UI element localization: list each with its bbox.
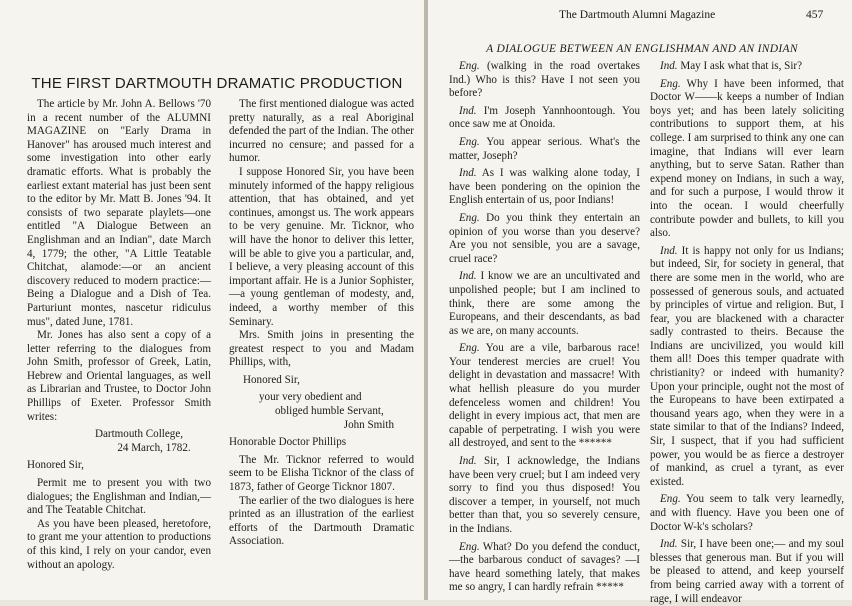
letter-closing: your very obedient and xyxy=(259,391,362,404)
dialogue-text: May I ask what that is, Sir? xyxy=(677,60,803,72)
speaker-label: Eng. xyxy=(459,540,480,553)
letter-closing: Honored Sir, xyxy=(243,373,300,386)
dialogue-line xyxy=(449,212,640,266)
paragraph: I suppose Honored Sir, you have been minutely informed of the happy religious attention, that has obtained, and yet continues, amongst us. The work appears to be very genuine. Mr. Ticknor, who will have the honor to deliver this letter, will be able to give you a particular, and, I believe, a very pleasing account of this important affair. He is a Junior Sophister,—a young gentleman of modesty, and, indeed, a worthy member of this Seminary. xyxy=(229,165,414,328)
speaker-label: Ind. xyxy=(660,538,678,551)
right-column-2 xyxy=(650,60,844,606)
dialogue-line xyxy=(650,245,844,490)
speaker-label: Eng. xyxy=(459,211,480,224)
paragraph: The first mentioned dialogue was acted pretty naturally, as a real Aboriginal defended the part of the Indian. The other incurred no censure; and passed for a humor. xyxy=(229,98,414,165)
paragraph: As you have been pleased, heretofore, to grant me your attention to productions of this kind, I rely on your candor, even without an apology. xyxy=(27,517,211,571)
dialogue-line xyxy=(449,167,640,208)
article-title: THE FIRST DARTMOUTH DRAMATIC PRODUCTION xyxy=(31,75,403,92)
dialogue-line xyxy=(650,78,844,241)
letter-place: Dartmouth College, xyxy=(94,428,184,441)
dialogue-text: You seem to talk very learnedly, and with fluency. Have you been one of Doctor W-k's scholars? xyxy=(650,493,844,533)
dialogue-line xyxy=(449,270,640,338)
dialogue-text: Sir, I have been one;— and my soul blesses that generous man. But if you will be pleased to attend, and keep yourself from being carried away with a torrent of rage, I will endeavor xyxy=(650,538,844,605)
letter-date: 24 March, 1782. xyxy=(117,441,191,454)
speaker-label: Ind. xyxy=(459,270,477,283)
speaker-label: Eng. xyxy=(459,60,480,72)
dialogue-text: Sir, I acknowledge, the Indians have been very cruel; but I am indeed very sorry to find you thus disposed! You discover a temper, in yourself, not much better than that, you so severely censure, in the Indians. xyxy=(449,455,640,535)
left-page xyxy=(0,0,424,600)
dialogue-text: You are a vile, barbarous race! Your tenderest mercies are cruel! You delight in devastation and massacre! With what hellish pleasure do you murder defenceless women and children! You delight in every impious act, that men are capable of perpetrating. I wish you were all destroyed, and sent to the ****** xyxy=(449,342,640,450)
right-column-1 xyxy=(449,60,640,595)
dialogue-text: (walking in the road overtakes Ind.) Who is this? Have I not seen you before? xyxy=(449,60,640,100)
dialogue-text: You appear serious. What's the matter, Joseph? xyxy=(449,135,640,162)
dialogue-line xyxy=(650,60,844,74)
dialogue-line xyxy=(449,541,640,595)
paragraph: Mr. Jones has also sent a copy of a letter referring to the dialogues from John Smith, professor of Greek, Latin, Hebrew and Oriental languages, as well as Librarian and Trustee, to Doctor John Phillips of Exeter. Professor Smith writes: xyxy=(27,329,211,423)
speaker-label: Eng. xyxy=(660,77,681,90)
letter-salutation: Honored Sir, xyxy=(27,459,84,472)
letter-closing: obliged humble Servant, xyxy=(275,405,384,418)
dialogue-line xyxy=(449,60,640,101)
paragraph: Mrs. Smith joins in presenting the greatest respect to you and Madam Phillips, with, xyxy=(229,329,414,369)
speaker-label: Eng. xyxy=(459,135,480,148)
dialogue-line xyxy=(650,493,844,534)
dialogue-line xyxy=(449,105,640,132)
right-page xyxy=(428,0,852,605)
dialogue-text: Do you think they entertain an opinion of you worse than you deserve? Are you not sensible, you are a savage, cruel race? xyxy=(449,211,640,265)
dialogue-text: Why I have been informed, that Doctor W——k keeps a number of Indian boys yet; and has been lately soliciting contributions to support them, at his college. I am surprised to think any one can imagine, that Indians will ever learn anything, but to serve Satan. Rather than expend money on Indians, in such a way, and for such a purpose, I would throw it into the ocean. I would cheerfully contribute powder and bullets, to kill you also. xyxy=(650,77,844,240)
dialogue-text: It is happy not only for us Indians; but indeed, Sir, for society in general, that there are some men in the world, who are possessed of generous souls, and actuated by principles of virtue and religion. But, I fear, you are blackened with a character sadly contrasted to theirs. Because the Indians are uncivilized, you would kill them all! Does this temper quadrate with christianity? or indeed with humanity? Upon your principle, ought not the most of the Europeans to have been extirpated a thousand years ago, when they were in a state similar to that of the Indians? Indeed, Sir, I suspect, that if you had sufficient power, you would be as fierce a destroyer of mankind, as cruel a tyrant, as ever existed. xyxy=(650,244,844,488)
speaker-label: Ind. xyxy=(459,455,477,468)
left-column-2 xyxy=(229,98,414,549)
letter-addressee: Honorable Doctor Phillips xyxy=(229,436,347,449)
paragraph: The Mr. Ticknor referred to would seem to be Elisha Ticknor of the class of 1873, father of George Ticknor 1807. xyxy=(229,453,414,494)
speaker-label: Eng. xyxy=(660,493,681,506)
speaker-label: Ind. xyxy=(459,104,477,117)
dialogue-line xyxy=(449,455,640,537)
running-head: The Dartmouth Alumni Magazine xyxy=(559,9,716,21)
speaker-label: Ind. xyxy=(660,244,678,257)
speaker-label: Ind. xyxy=(459,167,477,180)
speaker-label: Eng. xyxy=(459,342,480,355)
left-column-1 xyxy=(27,98,211,572)
dialogue-text: I know we are an uncultivated and unpolished people; but I am inclined to think, there are some among the Europeans, and their descendants, as bad as we are, on many accounts. xyxy=(449,270,640,337)
dialogue-text: What? Do you defend the conduct,—the barbarous conduct of savages? —I have heard something lately, that makes me so angry, I can hardly refrain ***** xyxy=(449,540,640,594)
dialogue-text: I'm Joseph Yannhoontough. You once saw me at Onoida. xyxy=(449,104,640,131)
dialogue-line xyxy=(650,538,844,606)
paragraph: The earlier of the two dialogues is here printed as an illustration of the earliest efforts of the Dartmouth Dramatic Association. xyxy=(229,494,414,548)
paragraph: Permit me to present you with two dialogues; the Englishman and Indian,—and The Teatable Chitchat. xyxy=(27,477,211,517)
dialogue-text: As I was walking alone today, I have been pondering on the opinion the English entertain of us, poor Indians! xyxy=(449,167,640,207)
paragraph: The article by Mr. John A. Bellows '70 in a recent number of the ALUMNI MAGAZINE on "Early Drama in Hanover" has aroused much interest and some investigation into other early dramatic efforts. What is probably the earliest extant material has just been sent to the editor by Mr. Matt B. Jones '94. It consists of two separate playlets—one entitled "A Dialogue Between an Englishman and an Indian", date March 4, 1779; the other, "A Little Teatable Chitchat, alamode:—or an ancient discovery reduced to modern practice:—Being a Dialogue and a Dish of Tea. Parturiunt montes, nascetur ridiculus mus", dated June, 1781. xyxy=(27,98,211,328)
dialogue-line xyxy=(449,136,640,163)
letter-signature: John Smith xyxy=(343,418,394,431)
dialogue-line xyxy=(449,342,640,451)
page-number: 457 xyxy=(806,9,824,21)
dialogue-title: A DIALOGUE BETWEEN AN ENGLISHMAN AND AN INDIAN xyxy=(486,43,798,55)
speaker-label: Ind. xyxy=(660,60,678,72)
